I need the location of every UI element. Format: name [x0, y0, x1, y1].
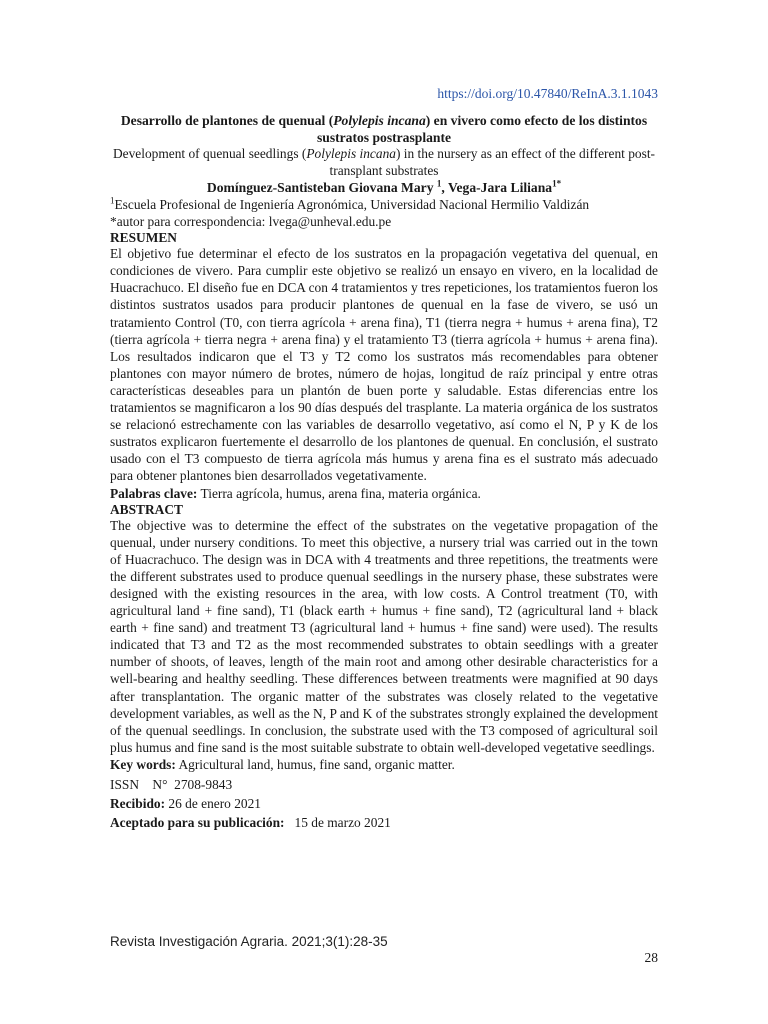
accepted-value: 15 de marzo 2021: [284, 815, 391, 830]
page-number: 28: [644, 950, 658, 965]
affiliation-text: Escuela Profesional de Ingeniería Agronómica, Universidad Nacional Hermilio Valdizán: [114, 197, 590, 212]
authors: [110, 179, 658, 196]
received-value: 26 de enero 2021: [165, 796, 261, 811]
journal-citation: Revista Investigación Agraria. 2021;3(1):28-35: [110, 934, 388, 949]
key-words-text: Agricultural land, humus, fine sand, organic matter.: [175, 756, 455, 772]
title-es-part: Desarrollo de plantones de quenual (: [120, 113, 334, 128]
issn: ISSN N° 2708-9843: [110, 777, 233, 792]
affiliation-mark: 1: [110, 195, 115, 206]
article-front-matter: [110, 112, 658, 832]
title-en-species: Polylepis incana: [306, 146, 396, 161]
palabras-clave: [110, 485, 658, 502]
abstract-text: The objective was to determine the effect of the substrates on the vegetative propagation of the quenual, under nursery conditions. To meet this objective, a nursery trial was carried out in the town of Huacrachuco. The design was in DCA with 4 treatments and three repetitions, the treatments were the different substrates used to produce quenual seedlings in the nursery phase, these substrates were designed with the existing resources in the area, with low costs. A Control treatment (T0, with agricultural land + fine sand), T1 (black earth + humus + fine sand), T2 (agricultural land + black earth + fine sand) and treatment T3 (agricultural land + humus + fine sand) were used). The results indicated that T3 and T2 as the most recommended substrates to obtain seedlings with a greater number of shoots, of leaves, length of the main root and among other desirable characteristics for a well-bearing and healthy seedling. These differences between treatments were magnified at 90 days after transplantation. The organic matter of the substrates was closely related to the vegetative development variables, as well as the N, P and K of the substrates strongly explained the development of the quenual seedlings. In conclusion, the substrate used with the T3 composed of agricultural soil plus humus and fine sand is the most suitable substrate to obtain well-developed vegetative seedlings.: [110, 517, 658, 755]
title-es-part: ) en vivero como efecto de los distintos sustratos postrasplante: [316, 113, 648, 145]
title-english: [110, 146, 658, 179]
received-label: Recibido:: [110, 796, 166, 811]
author-1-affiliation-mark: 1: [436, 178, 442, 189]
correspondence: *autor para correspondencia: lvega@unheval.edu.pe: [110, 214, 392, 230]
palabras-clave-label: Palabras clave:: [110, 485, 198, 501]
title-spanish: [110, 112, 658, 146]
author-2-affiliation-mark: 1*: [552, 178, 562, 189]
key-words-label: Key words:: [110, 756, 176, 772]
author-1: Domínguez-Santisteban Giovana Mary: [206, 180, 437, 195]
resumen-text: El objetivo fue determinar el efecto de los sustratos en la propagación vegetativa del quenual, en condiciones de vivero. Para cumplir este objetivo se realizó un ensayo en vivero, en la localidad de Huacrachuco. El diseño fue en DCA con 4 tratamientos y tres repeticiones, los tratamientos fueron los distintos sustratos usados para producir plantones de quenual en la fase de vivero, se usó un tratamiento Control (T0, con tierra agrícola + arena fina), T1 (tierra negra + humus + arena fina), T2 (tierra agrícola + tierra negra + arena fina) y el tratamiento T3 (tierra agrícola + humus + arena fina). Los resultados indicaron que el T3 y T2 como los sustratos más recomendables para obtener plantones con mayor número de brotes, número de hojas, longitud de raíz principal y entre otras características deseables para un plantón de buen porte y saludable. Estas diferencias entre los tratamientos se magnificaron a los 90 días después del trasplante. La materia orgánica de los sustratos se relacionó estrechamente con las variables de desarrollo vegetativo, así como el N, P y K de los sustratos explicaron fuertemente el desarrollo de los plantones de quenual. En conclusión, el sustrato usado con el T3 compuesto de tierra agrícola más humus y arena fina es el sustrato más adecuado para obtener plantones bien desarrollados vegetativamente.: [110, 246, 658, 484]
publication-metadata: [110, 775, 658, 832]
doi-link[interactable]: https://doi.org/10.47840/ReInA.3.1.1043: [437, 86, 658, 101]
resumen-heading: RESUMEN: [110, 230, 177, 246]
received-date: [110, 794, 658, 813]
palabras-clave-text: Tierra agrícola, humus, arena fina, materia orgánica.: [197, 485, 481, 501]
affiliation: [110, 196, 658, 213]
accepted-label: Aceptado para su publicación:: [110, 815, 285, 830]
key-words: [110, 756, 658, 773]
accepted-date: [110, 813, 658, 832]
title-en-part: ) in the nursery as an effect of the different post-transplant substrates: [329, 146, 656, 178]
title-es-species: Polylepis incana: [333, 113, 426, 128]
author-separator: ,: [441, 180, 448, 195]
author-2: Vega-Jara Liliana: [447, 180, 553, 195]
title-en-part: Development of quenual seedlings (: [112, 146, 307, 161]
abstract-heading: ABSTRACT: [110, 501, 183, 517]
